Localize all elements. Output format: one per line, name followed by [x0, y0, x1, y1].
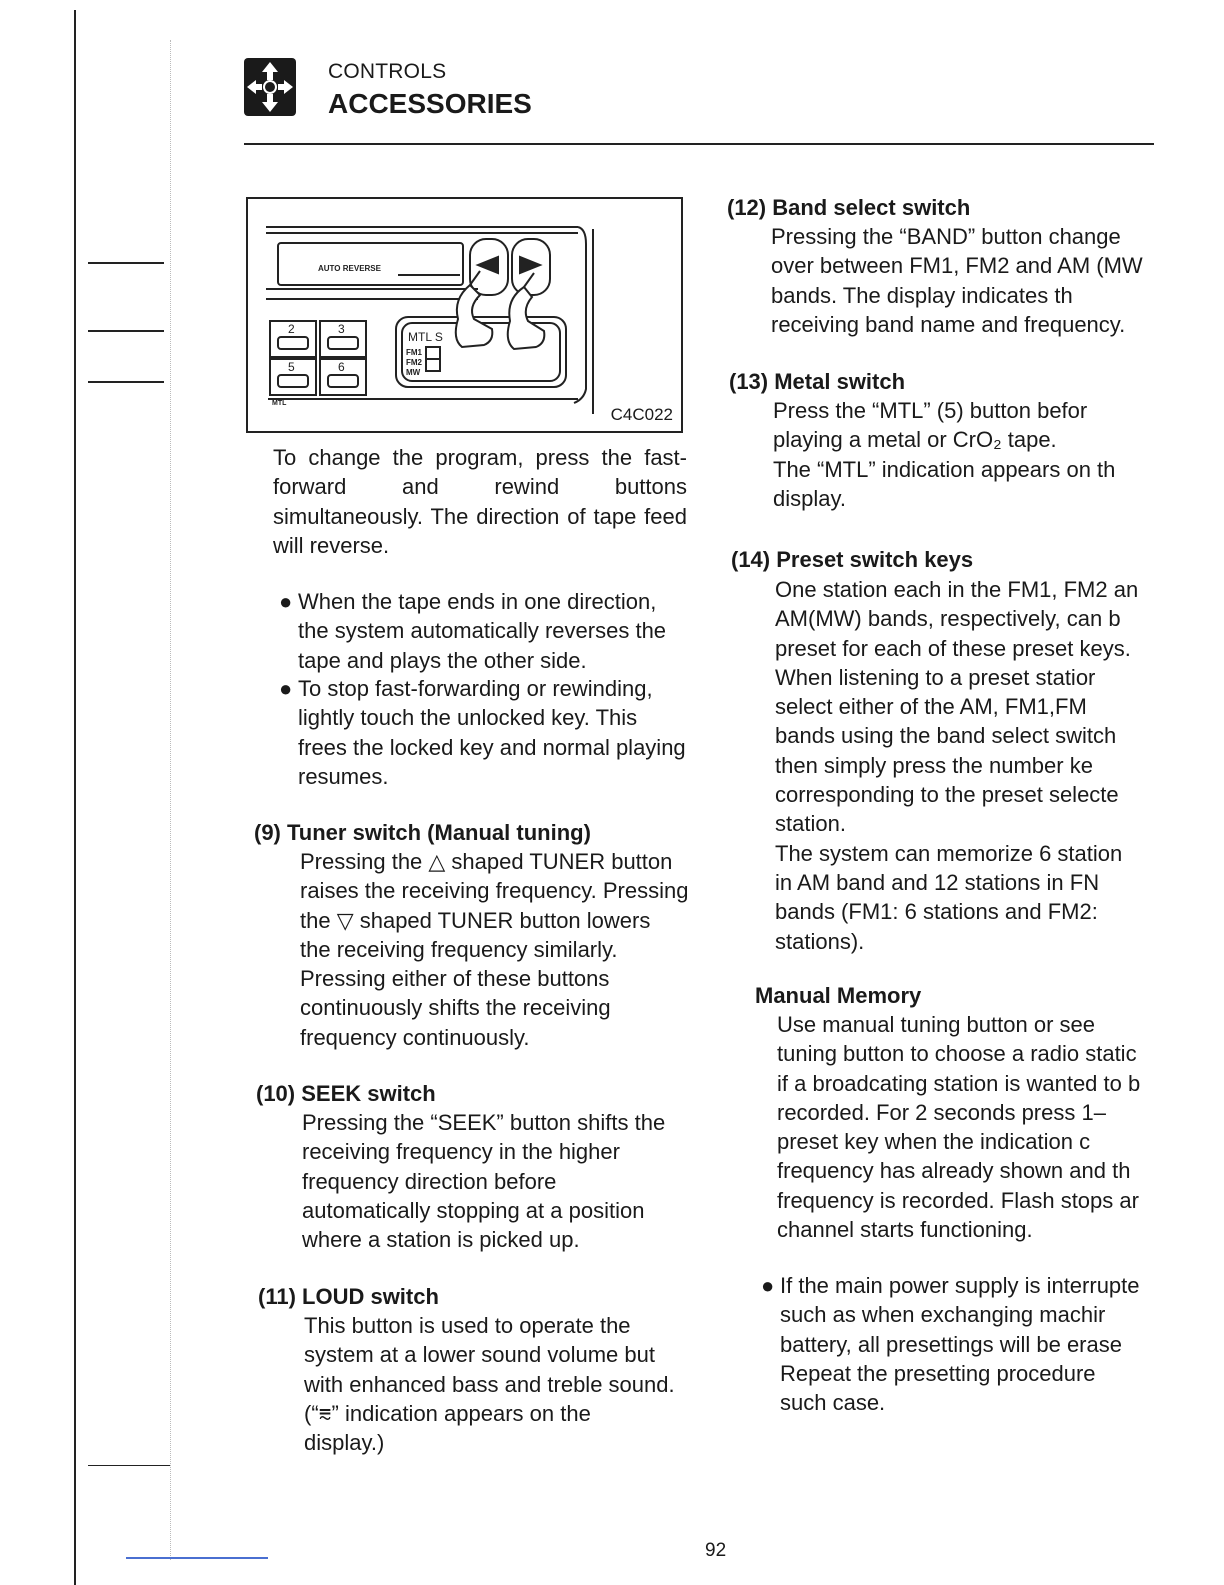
- section-heading: (13) Metal switch: [729, 369, 906, 394]
- section-body: Press the “MTL” (5) button befor playing a metal or CrO₂ tape. The “MTL” indication appears on th display.: [773, 398, 1116, 511]
- section-heading: (10) SEEK switch: [256, 1081, 436, 1106]
- header-divider: [244, 143, 1154, 145]
- section-body: Pressing the “SEEK” button shifts the receiving frequency in the higher frequency direction before automatically stopping at a position where a station is picked up.: [302, 1110, 666, 1253]
- bullet-icon: ●: [279, 676, 293, 701]
- section-body: This button is used to operate the system at a lower sound volume but with enhanced bass and treble sound. (“⩳” indication appears on the display.): [304, 1313, 675, 1456]
- mtl-label: MTL: [272, 400, 287, 407]
- margin-tick: [88, 330, 164, 332]
- preset-key-label: 3: [338, 322, 345, 336]
- preset-key-label: 2: [288, 322, 295, 336]
- section-body: One station each in the FM1, FM2 an AM(MW) bands, respectively, can b preset for each of these preset keys. When listening to a preset statior select either of the AM, FM1,FM bands using the band select switch then simply press the number ke corresponding to the preset selecte station. The system can memorize 6 station in AM band and 12 stations in FN bands (FM1: 6 stations and FM2: stations).: [775, 577, 1139, 954]
- preset-key-label: 5: [288, 360, 295, 374]
- margin-tick: [88, 1465, 170, 1466]
- radio-cassette-drawing: [248, 199, 681, 431]
- section-body: Use manual tuning button or see tuning button to choose a radio static if a broadcating station is wanted to b recorded. For 2 seconds press 1– preset key when the indication c frequency has already shown and th frequency is recorded. Flash stops ar channel starts functioning.: [777, 1012, 1141, 1243]
- section-body: Pressing the “BAND” button change over between FM1, FM2 and AM (MW bands. The display indicates th receiving band name and frequency.: [771, 224, 1143, 337]
- page-title: ACCESSORIES: [328, 88, 532, 119]
- figure-code: C4C022: [610, 405, 673, 424]
- section-heading: (11) LOUD switch: [258, 1284, 439, 1309]
- band-indicator: FM1: [406, 348, 422, 357]
- footer-rule: [126, 1557, 268, 1559]
- section-heading: (9) Tuner switch (Manual tuning): [254, 820, 591, 845]
- bullet-icon: ●: [761, 1273, 775, 1298]
- intro-paragraph: To change the program, press the fast-forward and rewind buttons simultaneously. The direction of tape feed will reverse.: [273, 445, 687, 558]
- band-indicator: MW: [406, 368, 421, 377]
- list-item: ● When the tape ends in one direction, the system automatically reverses the tape and plays the other side.: [279, 589, 667, 673]
- section-heading: Manual Memory: [755, 983, 922, 1008]
- section-body: Pressing the △ shaped TUNER button raises the receiving frequency. Pressing the ▽ shaped TUNER button lowers the receiving frequency similarly. Pressing either of these buttons continuously shifts the receiving frequency continuously.: [300, 849, 689, 1050]
- page-number: 92: [705, 1540, 727, 1561]
- radio-illustration: [246, 197, 683, 433]
- margin-dotted-line: [170, 40, 171, 1560]
- section-heading: (12) Band select switch: [727, 195, 971, 220]
- list-item: ● To stop fast-forwarding or rewinding, lightly touch the unlocked key. This frees the locked key and normal playing resumes.: [279, 676, 686, 789]
- bullet-icon: ●: [279, 589, 293, 614]
- preset-key-label: 6: [338, 360, 345, 374]
- margin-tick: [88, 262, 164, 264]
- section-label: CONTROLS: [328, 60, 447, 83]
- display-mtl: MTL S: [408, 330, 443, 344]
- left-margin-line: [74, 10, 76, 1585]
- section-heading: (14) Preset switch keys: [731, 547, 974, 572]
- band-indicator: FM2: [406, 358, 422, 367]
- list-item: ● If the main power supply is interrupte such as when exchanging machir battery, all presettings will be erase Repeat the presetting procedure such case.: [761, 1273, 1140, 1416]
- controls-arrows-icon: [244, 58, 296, 116]
- display-label: AUTO REVERSE: [318, 264, 381, 273]
- margin-tick: [88, 381, 164, 383]
